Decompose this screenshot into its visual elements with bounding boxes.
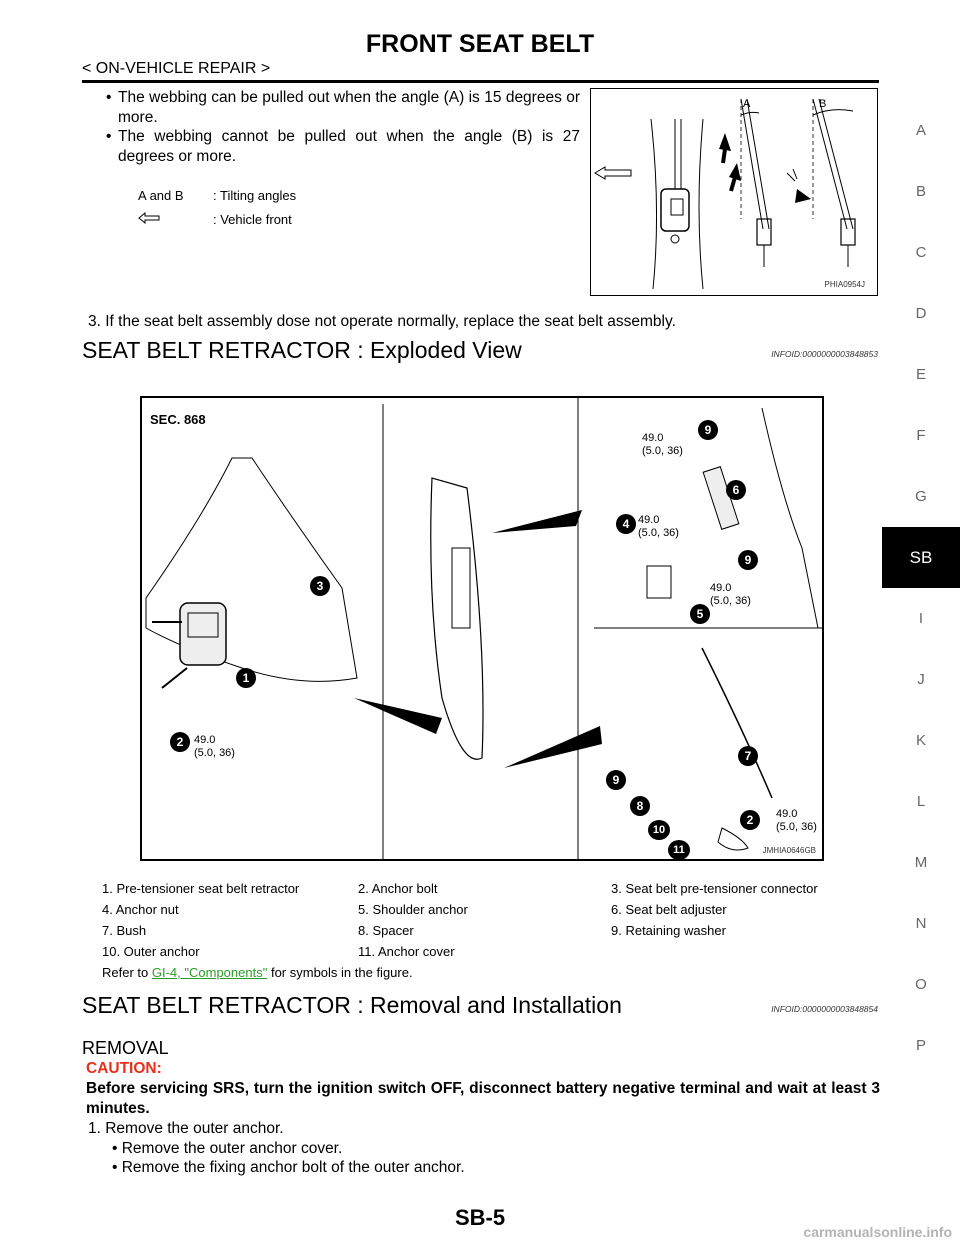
callout-6: 6	[726, 480, 746, 500]
callout-8: 8	[630, 796, 650, 816]
callout-9: 9	[738, 550, 758, 570]
index-tab-l[interactable]: L	[916, 793, 926, 810]
torque-spec: 49.0 (5.0, 36)	[642, 432, 683, 457]
torque-spec: 49.0 (5.0, 36)	[710, 582, 751, 607]
callout-9: 9	[698, 420, 718, 440]
parts-row	[102, 941, 818, 962]
part-label: 3. Seat belt pre-tensioner connector	[611, 881, 818, 896]
removal-installation-info-id: INFOID:0000000003848854	[771, 1004, 878, 1014]
vehicle-front-arrow-icon	[138, 212, 213, 227]
index-tab-b[interactable]: B	[915, 183, 926, 200]
anchor-cover	[718, 828, 748, 850]
lock-arrow-icon	[795, 189, 811, 203]
bullet-angle-a: • The webbing can be pulled out when the angle (A) is 15 degrees or more.	[100, 88, 580, 127]
shoulder-anchor	[647, 566, 671, 598]
section-index-tabs	[882, 100, 960, 1076]
index-tab-a[interactable]: A	[915, 122, 926, 139]
part-label: 7. Bush	[102, 923, 147, 938]
step-3-text: 3. If the seat belt assembly dose not operate normally, replace the seat belt assembly.	[88, 313, 676, 330]
seat-belt-webbing	[452, 548, 470, 628]
legend-key-angles: A and B	[138, 187, 184, 203]
parts-row	[102, 899, 818, 920]
callout-5: 5	[690, 604, 710, 624]
header-divider	[82, 80, 879, 83]
part-label: 11. Anchor cover	[358, 944, 455, 959]
legend-text-angles: : Tilting angles	[213, 187, 297, 203]
index-tab-j[interactable]: J	[917, 671, 925, 688]
pointer-arrow-icon	[492, 510, 582, 533]
torque-spec: 49.0 (5.0, 36)	[638, 514, 679, 539]
callout-3: 3	[310, 576, 330, 596]
part-label: 8. Spacer	[358, 923, 414, 938]
pointer-arrow-icon	[354, 698, 442, 734]
tilting-angle-figure	[590, 88, 878, 296]
exploded-view-figure	[140, 396, 824, 861]
part-label: 2. Anchor bolt	[358, 881, 438, 896]
callout-10: 10	[648, 820, 670, 840]
symbols-reference-note: Refer to GI-4, "Components" for symbols in the figure.	[102, 965, 413, 980]
callout-1: 1	[236, 668, 256, 688]
step-1-text: 1. Remove the outer anchor.	[88, 1120, 284, 1137]
watermark: carmanualsonline.info	[803, 1224, 952, 1240]
callout-2: 2	[170, 732, 190, 752]
part-label: 4. Anchor nut	[102, 902, 179, 917]
removal-step-1	[88, 1119, 465, 1178]
parts-row	[102, 878, 818, 899]
index-tab-n[interactable]: N	[915, 915, 927, 932]
figure-id-label: JMHIA0646GB	[762, 846, 816, 855]
index-tab-sb[interactable]: SB	[882, 527, 960, 588]
torque-spec: 49.0 (5.0, 36)	[194, 734, 235, 759]
components-reference-link[interactable]: GI-4, "Components"	[151, 965, 268, 980]
callout-9: 9	[606, 770, 626, 790]
parts-legend-table	[102, 878, 818, 983]
callout-2: 2	[740, 810, 760, 830]
body-panel	[146, 458, 357, 681]
pillar-trim-left	[651, 119, 657, 289]
index-tab-d[interactable]: D	[915, 305, 927, 322]
index-tab-m[interactable]: M	[914, 854, 928, 871]
caution-text: Before servicing SRS, turn the ignition switch OFF, disconnect battery negative terminal and wait at least 3 minutes.	[86, 1080, 880, 1117]
index-tab-p[interactable]: P	[915, 1037, 926, 1054]
exploded-view-heading: SEAT BELT RETRACTOR : Exploded View	[82, 337, 522, 363]
legend-row-front	[138, 207, 296, 231]
legend-text-front: : Vehicle front	[213, 211, 292, 227]
index-tab-g[interactable]: G	[915, 488, 927, 505]
pillar-trim	[431, 478, 483, 759]
step-1-bullet: • Remove the fixing anchor bolt of the outer anchor.	[112, 1159, 465, 1176]
callout-4: 4	[616, 514, 636, 534]
callout-11: 11	[668, 840, 690, 860]
index-tab-c[interactable]: C	[915, 244, 927, 261]
pillar-trim-right	[699, 119, 703, 289]
bullet-angle-b: • The webbing cannot be pulled out when the angle (B) is 27 degrees or more.	[100, 127, 580, 166]
parts-row	[102, 920, 818, 941]
part-label: 6. Seat belt adjuster	[611, 902, 727, 917]
legend-row-angles	[138, 183, 296, 207]
angle-a-label: A	[743, 98, 751, 110]
part-label: 9. Retaining washer	[611, 923, 726, 938]
pointer-arrow-icon	[504, 726, 602, 768]
index-tab-i[interactable]: I	[918, 610, 924, 627]
index-tab-o[interactable]: O	[915, 976, 927, 993]
tilting-angle-illustration	[591, 89, 877, 295]
removal-subheading: REMOVAL	[82, 1038, 169, 1058]
torque-spec: 49.0 (5.0, 36)	[776, 808, 817, 833]
figure-id-label: PHIA0954J	[824, 280, 865, 289]
index-tab-k[interactable]: K	[915, 732, 926, 749]
retractor-body	[661, 189, 689, 231]
step-1-bullet: • Remove the outer anchor cover.	[112, 1139, 343, 1157]
part-label: 10. Outer anchor	[102, 944, 200, 959]
exploded-view-info-id: INFOID:0000000003848853	[771, 349, 878, 359]
page-title: FRONT SEAT BELT	[365, 30, 595, 58]
tilting-angle-bullets	[100, 88, 580, 166]
page-number: SB-5	[454, 1205, 506, 1230]
lower-webbing	[702, 648, 772, 798]
retractor-body	[180, 603, 226, 665]
removal-installation-heading: SEAT BELT RETRACTOR : Removal and Installation	[82, 992, 622, 1018]
figure-legend	[138, 183, 296, 231]
vehicle-front-arrow-icon	[595, 167, 631, 179]
callout-7: 7	[738, 746, 758, 766]
part-label: 1. Pre-tensioner seat belt retractor	[102, 881, 300, 896]
pull-arrow-icon	[719, 133, 731, 151]
index-tab-f[interactable]: F	[916, 427, 926, 444]
section-breadcrumb: < ON-VEHICLE REPAIR >	[82, 60, 271, 77]
caution-label: CAUTION:	[86, 1060, 162, 1077]
index-tab-e[interactable]: E	[915, 366, 926, 383]
exploded-view-illustration	[142, 398, 822, 859]
part-label: 5. Shoulder anchor	[358, 902, 468, 917]
section-number-label: SEC. 868	[150, 412, 206, 427]
angle-b-label: B	[819, 98, 827, 110]
